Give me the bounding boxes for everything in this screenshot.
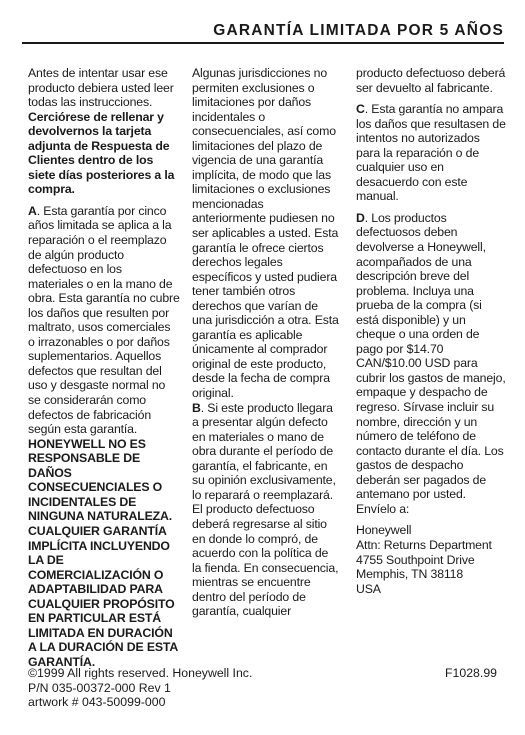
section-c-paragraph [356, 102, 506, 204]
address-line-4: Memphis, TN 38118 [356, 567, 464, 582]
address-line-5: USA [356, 581, 381, 596]
section-a-text: . Esta garantía por cinco años limitada se aplica a la reparación o el reemplazo de algún producto defectuoso en los materiales o en la mano de obra. Esta garantía no cubre los daños que resulten por maltrato, usos comerciales o irrazonables o por daños suplementarios. Aquellos defectos que resultan del uso y desgaste normal no se considerarán como defectos de fabricación según esta garantía. [28, 203, 180, 437]
page-title: GARANTÍA LIMITADA POR 5 AÑOS [213, 22, 504, 39]
return-address [356, 523, 506, 596]
column-3 [356, 66, 506, 596]
disclaimer-text: HONEYWELL NO ES RESPONSABLE DE DAÑOS CONSECUENCIALES O INCIDENTALES DE NINGUNA NATURALEZA. CUALQUIER GARANTÍA IMPLÍCITA INCLUYENDO LA DE COMERCIALIZACIÓN O ADAPTABILIDAD PARA CUALQUIER PROPÓSITO EN PARTICULAR ESTÁ LIMITADA EN DURACIÓN A LA DURACIÓN DE ESTA GARANTÍA. [28, 436, 178, 669]
part-number-text: P/N 035-00372-000 Rev 1 [28, 680, 171, 695]
jurisdictions-paragraph: Algunas jurisdicciones no permiten exclusiones o limitaciones por daños incidentales o consecuenciales, así como limitaciones del plazo de vigencia de una garantía implícita, de modo que las limitaciones o exclusiones mencionadas anteriormente pudiesen no ser aplicables a usted. Esta garantía le ofrece ciertos derechos legales específicos y usted pudiera tener también otros derechos que varían de una jurisdicción a otra. Esta garantía es aplicable únicamente al comprador original de este producto, desde la fecha de compra original. [192, 66, 339, 401]
section-a-letter: A [28, 203, 37, 218]
section-a-paragraph [28, 204, 180, 670]
continuation-paragraph: producto defectuoso deberá ser devuelto al fabricante. [356, 66, 506, 95]
section-b-letter: B [192, 400, 201, 415]
artwork-number-text: artwork # 043-50099-000 [28, 695, 166, 710]
intro-paragraph [28, 66, 180, 197]
address-line-1: Honeywell [356, 523, 412, 538]
column-1 [28, 66, 180, 669]
section-c-letter: C [356, 102, 365, 117]
section-c-text: . Esta garantía no ampara los daños que resultasen de intentos no autorizados para la reparación o de cualquier uso en desacuerdo con este manual. [356, 102, 506, 204]
intro-bold-text: Cerciórese de rellenar y devolvernos la tarjeta adjunta de Respuesta de Clientes dentro de los siete días posteriores a la compra. [28, 109, 175, 197]
address-line-3: 4755 Southpoint Drive [356, 552, 475, 567]
page-footer [28, 666, 497, 710]
copyright-text: ©1999 All rights reserved. Honeywell Inc. [28, 666, 253, 680]
address-line-2: Attn: Returns Department [356, 537, 492, 552]
column-2 [192, 66, 340, 619]
section-d-text: . Los productos defectuosos deben devolverse a Honeywell, acompañados de una descripción breve del problema. Incluya una prueba de la compra (si está disponible) y un cheque o una orden de pago por $14.70 CAN/$10.00 USD para cubrir los gastos de manejo, empaque y despacho de regreso. Sírvase incluir su nombre, dirección y un número de teléfono de contacto durante el día. Los gastos de despacho deberán ser pagados de antemano por usted. Envíelo a: [356, 210, 506, 516]
section-d-letter: D [356, 210, 365, 225]
intro-text: Antes de intentar usar ese producto debiera usted leer todas las instrucciones. [28, 66, 174, 110]
section-d-paragraph [356, 211, 506, 516]
form-code-text: F1028.99 [445, 666, 497, 680]
section-b-paragraph [192, 401, 340, 619]
page-header [22, 22, 504, 44]
section-b-text: . Si este producto llegara a presentar algún defecto en materiales o mano de obra durante el período de garantía, el fabricante, en su opinión exclusivamente, lo reparará o reemplazará. El producto defectuoso deberá regresarse al sitio en donde lo compró, de acuerdo con la política de la fienda. En consecuencia, mientras se encuentre dentro del período de garantía, cualquier [192, 400, 339, 619]
